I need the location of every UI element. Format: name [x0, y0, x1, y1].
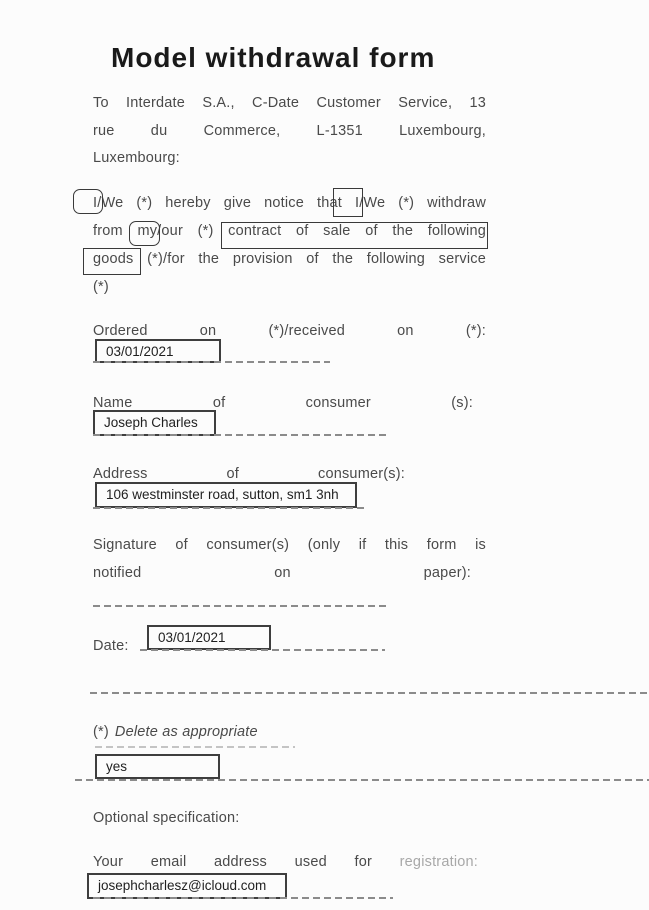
delete-note	[93, 722, 258, 742]
optional-specification-label: Optional specification:	[93, 810, 240, 826]
email-label-registration: registration:	[399, 854, 478, 870]
consumer-name-value: Joseph Charles	[104, 415, 198, 430]
delete-choice-input[interactable]	[95, 754, 220, 779]
recipient-line-3: Luxembourg:	[93, 150, 180, 166]
consumer-address-input[interactable]	[95, 482, 357, 508]
separator-line-bottom	[75, 779, 649, 781]
ordered-on-label: Ordered on (*)/received on (*):	[93, 323, 486, 339]
selection-box-goods	[83, 248, 141, 275]
dashed-line-email	[93, 897, 393, 899]
email-value: josephcharlesz@icloud.com	[98, 878, 267, 893]
consumer-name-label: Name of consumer (s):	[93, 395, 473, 411]
consumer-name-input[interactable]	[93, 410, 216, 436]
selection-box-my	[129, 221, 160, 246]
dashed-line-name	[93, 434, 387, 436]
dashed-line-date	[140, 649, 385, 651]
notice-line-3: goods (*)/for the provision of the following service	[93, 251, 486, 267]
signature-label-line-2: notified on paper):	[93, 565, 471, 581]
dashed-line-delete-faint	[95, 746, 295, 748]
selection-box-i-we-first	[73, 189, 103, 214]
page-title: Model withdrawal form	[111, 42, 436, 73]
consumer-address-value: 106 westminster road, sutton, sm1 3nh	[106, 487, 339, 502]
date-input[interactable]	[147, 625, 271, 650]
selection-box-contract-of-sale	[221, 222, 488, 249]
delete-note-prefix: (*)	[93, 724, 109, 740]
delete-choice-value: yes	[106, 759, 128, 774]
notice-line-4: (*)	[93, 279, 109, 295]
notice-line-1: I/We (*) hereby give notice that I/We (*) withdraw	[93, 195, 486, 211]
ordered-date-value: 03/01/2021	[106, 344, 174, 359]
date-value: 03/01/2021	[158, 630, 226, 645]
email-label-main: Your email address used for	[93, 854, 400, 870]
dashed-line-ordered	[93, 361, 330, 363]
recipient-line-2: rue du Commerce, L-1351 Luxembourg,	[93, 123, 486, 139]
date-label: Date:	[93, 638, 129, 654]
ordered-date-input[interactable]	[95, 339, 221, 363]
signature-label-line-1: Signature of consumer(s) (only if this form is	[93, 537, 486, 553]
separator-line-top	[90, 692, 649, 694]
notice-line-2: from my/our (*) contract of sale of the following	[93, 223, 486, 239]
consumer-address-label: Address of consumer(s):	[93, 466, 405, 482]
email-label	[93, 852, 478, 872]
selection-box-i-we-second	[333, 188, 363, 217]
email-input[interactable]	[87, 873, 287, 899]
dashed-line-address	[93, 507, 365, 509]
signature-blank-line[interactable]	[93, 605, 390, 607]
delete-note-text: Delete as appropriate	[114, 724, 258, 740]
recipient-line-1: To Interdate S.A., C-Date Customer Service, 13	[93, 95, 486, 111]
